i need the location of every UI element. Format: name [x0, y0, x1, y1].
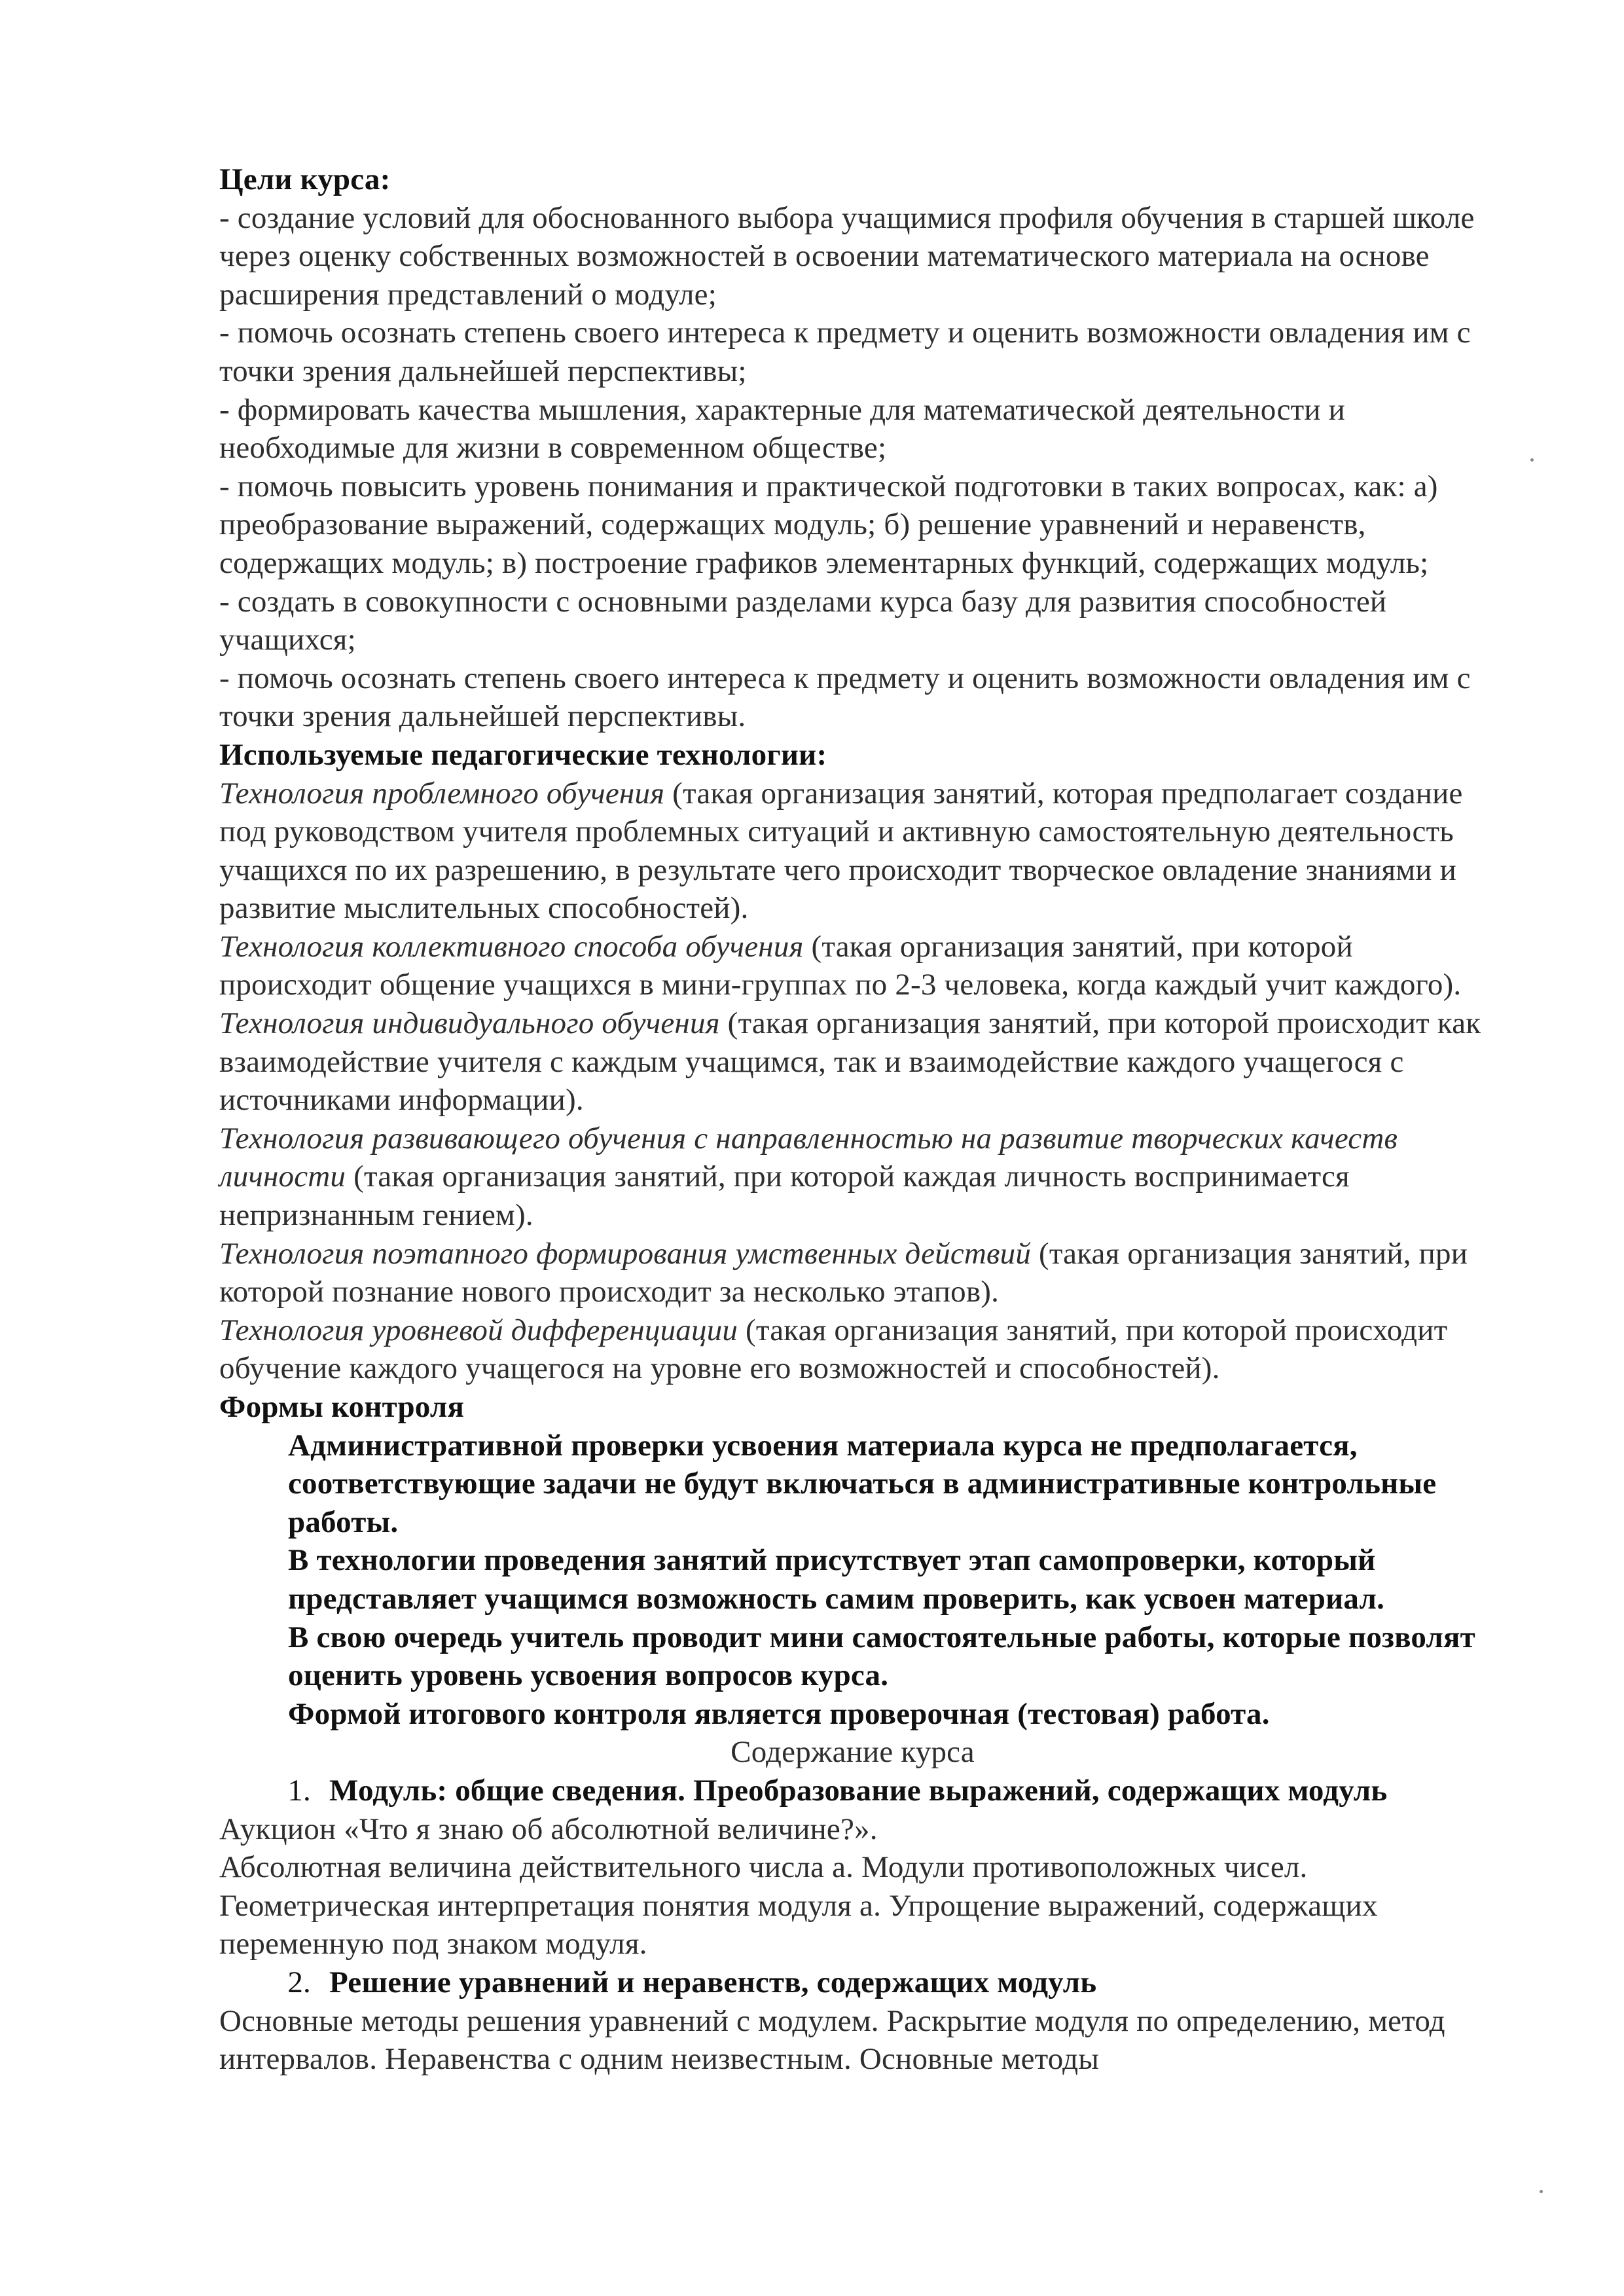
- technology-name: Технология уровневой дифференциации: [219, 1313, 738, 1347]
- goal-item: - помочь осознать степень своего интереса к предмету и оценить возможности овладения им с точки зрения дальнейшей перспективы.: [219, 661, 1471, 734]
- control-paragraph: В свою очередь учитель проводит мини самостоятельные работы, которые позволят оценить уровень усвоения вопросов курса.: [288, 1620, 1475, 1693]
- technology-desc: (такая организация занятий, которая предполагает создание под руководством учителя проблемных ситуаций и активную самостоятельную деятельность учащихся по их разрешению, в результате чего происходит творческое овладение знаниями и развитие мыслительных способностей).: [219, 776, 1463, 926]
- technology-desc: (такая организация занятий, при которой происходит как взаимодействие учителя с каждым учащимся, так и взаимодействие каждого учащегося с источниками информации).: [219, 1006, 1481, 1118]
- section-line: Абсолютная величина действительного числа а. Модули противоположных чисел. Геометрическая интерпретация понятия модуля а. Упрощение выражений, содержащих переменную под знаком модуля.: [219, 1850, 1378, 1961]
- goals-heading: Цели курса:: [219, 162, 391, 196]
- section-title-1: [219, 1772, 1486, 1810]
- section-title-2: [219, 1963, 1486, 2002]
- section-line: Аукцион «Что я знаю об абсолютной величине?».: [219, 1812, 878, 1846]
- control-paragraph: Административной проверки усвоения материала курса не предполагается, соответствующие задачи не будут включаться в административные контрольные работы.: [288, 1428, 1437, 1539]
- goal-item: - создать в совокупности с основными разделами курса базу для развития способностей учащихся;: [219, 584, 1387, 657]
- control-paragraph: В технологии проведения занятий присутствует этап самопроверки, который представляет учащимся возможность самим проверить, как усвоен материал.: [288, 1543, 1385, 1616]
- technology-name: Технология поэтапного формирования умственных действий: [219, 1236, 1032, 1271]
- technology-item: [219, 1004, 1486, 1120]
- technology-desc: (такая организация занятий, при которой происходит общение учащихся в мини-группах по 2-3 человека, когда каждый учит каждого).: [219, 929, 1462, 1002]
- technology-item: [219, 928, 1486, 1004]
- technology-name: Технология развивающего обучения с направленностью на развитие творческих качеств личности: [219, 1121, 1398, 1194]
- technology-item: [219, 1120, 1486, 1235]
- section-title: Решение уравнений и неравенств, содержащих модуль: [329, 1965, 1097, 1999]
- section-title: Модуль: общие сведения. Преобразование выражений, содержащих модуль: [329, 1773, 1388, 1808]
- control-paragraph: Формой итогового контроля является проверочная (тестовая) работа.: [288, 1696, 1270, 1731]
- goal-item: - помочь повысить уровень понимания и практической подготовки в таких вопросах, как: а) преобразование выражений, содержащих модуль; б) решение уравнений и неравенств, содержащих модуль; в) построение графиков элементарных функций, содержащих модуль;: [219, 469, 1438, 580]
- technology-desc: (такая организация занятий, при которой познание нового происходит за несколько этапов).: [219, 1236, 1468, 1309]
- goal-item: - создание условий для обоснованного выбора учащимися профиля обучения в старшей школе через оценку собственных возможностей в освоении математического материала на основе расширения представлений о модуле;: [219, 200, 1475, 312]
- technologies-heading: Используемые педагогические технологии:: [219, 737, 827, 772]
- content-heading: Содержание курса: [731, 1735, 975, 1770]
- technology-item: [219, 1311, 1486, 1388]
- technology-desc: (такая организация занятий, при которой происходит обучение каждого учащегося на уровне его возможностей и способностей).: [219, 1313, 1448, 1386]
- scan-speck: [1530, 458, 1534, 462]
- technology-name: Технология проблемного обучения: [219, 776, 665, 811]
- technology-name: Технология индивидуального обучения: [219, 1006, 720, 1041]
- goal-item: - помочь осознать степень своего интереса к предмету и оценить возможности овладения им с точки зрения дальнейшей перспективы;: [219, 316, 1471, 388]
- document-page: [219, 160, 1486, 2079]
- technology-item: [219, 774, 1486, 928]
- section-number: 1.: [287, 1773, 311, 1808]
- section-line: Основные методы решения уравнений с модулем. Раскрытие модуля по определению, метод интервалов. Неравенства с одним неизвестным. Основные методы: [219, 2003, 1445, 2077]
- technology-name: Технология коллективного способа обучения: [219, 929, 804, 964]
- technology-item: [219, 1235, 1486, 1311]
- section-number: 2.: [287, 1965, 311, 1999]
- control-heading: Формы контроля: [219, 1390, 465, 1424]
- scan-speck: [1540, 2190, 1543, 2193]
- technology-desc: (такая организация занятий, при которой каждая личность воспринимается непризнанным гением).: [219, 1159, 1350, 1233]
- goal-item: - формировать качества мышления, характерные для математической деятельности и необходимые для жизни в современном обществе;: [219, 392, 1346, 465]
